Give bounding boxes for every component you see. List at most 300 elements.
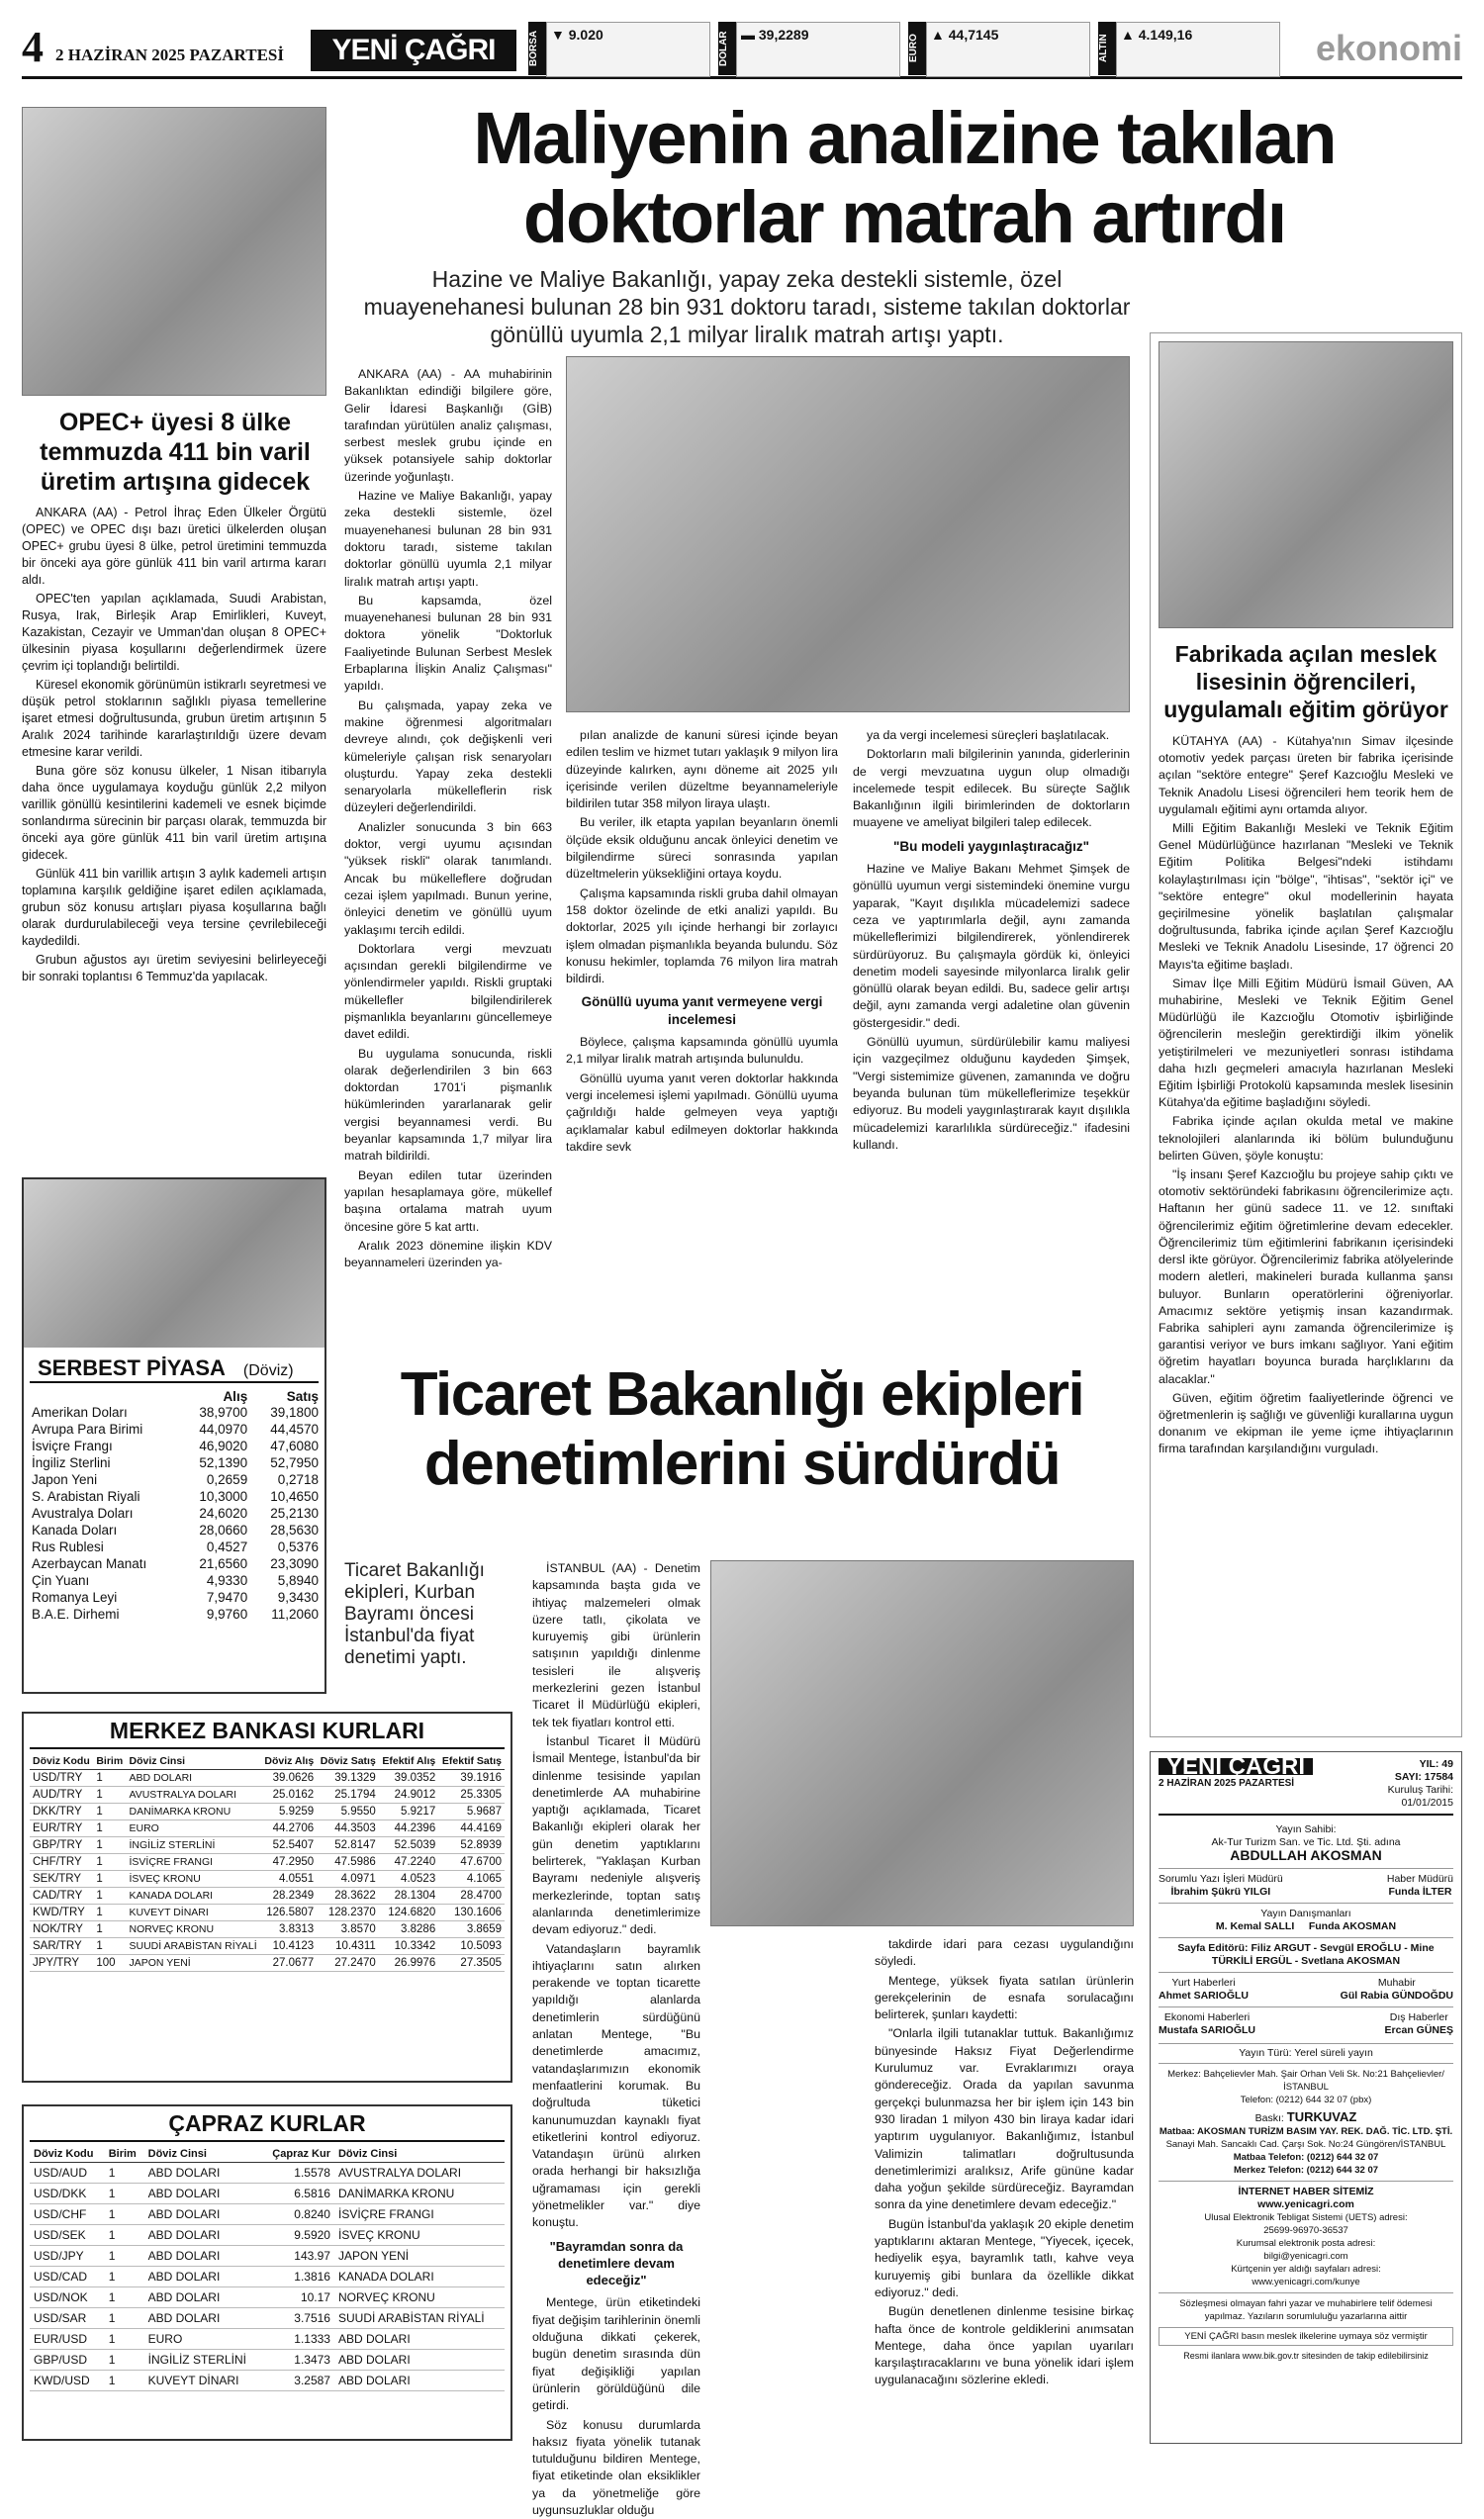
ticker-value: 39,2289	[758, 27, 809, 43]
col-header: Döviz Cinsi	[144, 2146, 262, 2163]
sell-rate: 25,2130	[270, 1506, 319, 1521]
col-header: Döviz Alış	[261, 1753, 317, 1770]
matbaa-adres: Sanayi Mah. Sancaklı Cad. Çarşı Sok. No:24 Güngören/İSTANBUL	[1165, 2139, 1446, 2150]
paragraph: Gönüllü uyuma yanıt veren doktorlar hakkında vergi incelemesi işlemi yapılmadı. Gönüllü uyuma çağrıldığı halde gelmeyen veya yaptığı açıklamalar kabul edilmeyen doktorlar hakkında takdire sevk	[566, 1071, 838, 1154]
table-cell: 1	[93, 1938, 126, 1955]
table-cell: 47.2950	[261, 1854, 317, 1871]
table-cell: ABD DOLARI	[334, 2371, 505, 2391]
table-cell: EURO	[126, 1820, 260, 1837]
table-cell: 25.0162	[261, 1787, 317, 1804]
table-cell: 1	[105, 2287, 144, 2308]
bik-site: Resmi ilanlara www.bik.gov.tr sitesinden de takip edilebilirsiniz	[1183, 2351, 1429, 2361]
table-cell: 47.6700	[438, 1854, 505, 1871]
capraz-kurlar-box	[22, 2104, 512, 2441]
table-cell: 1	[105, 2184, 144, 2204]
matbaa: Matbaa: AKOSMAN TURİZM BASIM YAY. REK. DAĞ. TİC. LTD. ŞTİ.	[1159, 2126, 1453, 2137]
masthead-logo: YENİ ÇAĞRI	[311, 30, 516, 71]
table-cell: USD/TRY	[30, 1770, 93, 1787]
staff-name: Ercan GÜNEŞ	[1384, 2024, 1453, 2036]
kunye-sayi: SAYI: 17584	[1394, 1771, 1453, 1783]
table-cell: KUVEYT DİNARI	[144, 2371, 262, 2391]
paragraph: takdirde idari para cezası uygulandığını söyledi.	[875, 1937, 1134, 1969]
ticker-arrow-icon: ▲	[931, 27, 945, 43]
table-cell: 1	[105, 2246, 144, 2267]
paragraph: pılan analizde de kanuni süresi içinde beyan edilen teslim ve hizmet tutarı yaklaşık 9 milyon lira düzeyinde kalırken, aynı döneme ait 2025 yılı içerisinde verilen düzeltme beyannameleriyle bildirilen tutar 358 milyon liraya ulaştı.	[566, 728, 838, 811]
table-cell: 130.1606	[438, 1905, 505, 1921]
inspection-photo	[710, 1560, 1134, 1926]
sell-rate: 10,4650	[270, 1489, 319, 1504]
table-cell: 1	[105, 2371, 144, 2391]
table-cell: 143.97	[261, 2246, 334, 2267]
paragraph: ANKARA (AA) - Petrol İhraç Eden Ülkeler Örgütü (OPEC) ve OPEC dışı bazı üretici ülkelerden oluşan OPEC+ grubu üyesi 8 ülke, petrol üretimini temmuzda bir önceki aya göre günlük 411 bin varil artırma kararı aldı.	[22, 506, 326, 587]
table-cell: USD/SAR	[30, 2308, 105, 2329]
table-cell: EUR/TRY	[30, 1820, 93, 1837]
table-cell: JAPON YENİ	[334, 2246, 505, 2267]
table-row	[30, 2308, 505, 2329]
kep-label: Kurumsal elektronik posta adresi:	[1236, 2238, 1376, 2249]
capraz-table	[30, 2146, 505, 2391]
table-cell: 1.1333	[261, 2329, 334, 2350]
table-row	[30, 2184, 505, 2204]
table-row	[32, 1421, 319, 1438]
staff-title: Sorumlu Yazı İşleri Müdürü	[1159, 1873, 1283, 1885]
currency-name: Amerikan Doları	[32, 1405, 128, 1420]
staff-title: Yayın Danışmanları	[1260, 1908, 1351, 1919]
ticker-arrow-icon: ▬	[741, 27, 755, 43]
table-row	[30, 2225, 505, 2246]
table-cell: ABD DOLARI	[144, 2163, 262, 2184]
paragraph: Aralık 2023 dönemine ilişkin KDV beyannameleri üzerinden ya-	[344, 1238, 552, 1270]
table-cell: 1	[93, 1820, 126, 1837]
owner-company: Ak-Tur Turizm San. ve Tic. Ltd. Şti. adına	[1211, 1836, 1401, 1848]
table-cell: 1	[105, 2225, 144, 2246]
maliye-col-1	[344, 366, 552, 1341]
table-cell: SUUDİ ARABİSTAN RİYALİ	[334, 2308, 505, 2329]
paragraph: Hazine ve Maliye Bakanı Mehmet Şimşek de gönüllü uyumun vergi sistemindeki önemine vurgu yaparak, "Kayıt dışılıkla mücadelemizi sadece ceza ve yaptırımlarla değil, aynı zamanda mükelleflerimizi bilgilendirerek, yönlendirerek sürdürüyoruz. Bu çalışmayla gördük ki, önleyici denetim modeli sayesinde milyonlarca liralık gelir gönüllü olarak beyan edildi. Bu, sadece gelir artışı değil, aynı zamanda vergi adaletine olan güvenin göstergesidir." dedi.	[853, 862, 1130, 1030]
ticker-value: 9.020	[568, 27, 603, 43]
table-row	[32, 1522, 319, 1539]
table-row	[32, 1454, 319, 1471]
table-cell: 10.17	[261, 2287, 334, 2308]
sell-rate: 52,7950	[270, 1455, 319, 1470]
kunye-kurulus-label: Kuruluş Tarihi:	[1387, 1784, 1453, 1796]
merkez-telefon: Telefon: (0212) 644 32 07 (pbx)	[1240, 2095, 1372, 2105]
subheading: Gönüllü uyuma yanıt vermeyene vergi incelemesi	[581, 994, 823, 1027]
section-label: ekonomi	[1315, 28, 1462, 68]
col-header: Döviz Satış	[317, 1753, 379, 1770]
table-cell: 39.1329	[317, 1770, 379, 1787]
table-cell: 1	[93, 1787, 126, 1804]
calculator-photo	[566, 356, 1130, 712]
table-row	[30, 1921, 505, 1938]
table-cell: 1.3473	[261, 2350, 334, 2371]
table-cell: EUR/USD	[30, 2329, 105, 2350]
table-cell: 1	[93, 1871, 126, 1888]
staff-title: Sayfa Editörü:	[1177, 1942, 1249, 1954]
sell-rate: 9,3430	[277, 1590, 319, 1605]
staff-name: M. Kemal SALLI Funda AKOSMAN	[1215, 1920, 1397, 1932]
table-cell: 39.1916	[438, 1770, 505, 1787]
table-cell: 3.2587	[261, 2371, 334, 2391]
paragraph: ya da vergi incelemesi süreçleri başlatılacak.	[867, 728, 1110, 742]
paragraph: İstanbul Ticaret İl Müdürü İsmail Mentege, İstanbul'da bir dinlenme tesisinde yapılan denetimlerde AA muhabirine yaptığı açıklamada, Ticaret Bakanlığı ekipleri olarak her gün denetim yaptıklarını belirterek, "Yaklaşan Kurban Bayramı nedeniyle alışveriş merkezlerinde, toptan satış alanlarında denetimlerimize devam ediyoruz." dedi.	[532, 1733, 700, 1937]
paragraph: OPEC'ten yapılan açıklamada, Suudi Arabistan, Rusya, Irak, Birleşik Arap Emirlikleri, Kuveyt, Kazakistan, Cezayir ve Umman'dan oluşan 8 OPEC+ ülkesinin piyasa koşullarını değerlendirmek üzere çevrim içi toplandığı belirtildi.	[22, 592, 326, 673]
buy-rate: 38,9700	[199, 1405, 248, 1420]
table-cell: USD/CAD	[30, 2267, 105, 2287]
table-cell: NORVEÇ KRONU	[126, 1921, 260, 1938]
table-cell: 6.5816	[261, 2184, 334, 2204]
buy-rate: 0,4527	[206, 1539, 248, 1554]
table-cell: 1	[93, 1888, 126, 1905]
table-cell: 39.0352	[379, 1770, 438, 1787]
ticker-value: 4.149,16	[1138, 27, 1193, 43]
table-cell: 44.4169	[438, 1820, 505, 1837]
paragraph: Mentege, ürün etiketindeki fiyat değişim tarihlerinin önemli olduğuna dikkati çekerek, bugün denetim sırasında dün fiyat değişikliği yapılan ürünlerin görüldüğünü dile getirdi.	[532, 2295, 700, 2413]
table-cell: USD/DKK	[30, 2184, 105, 2204]
table-cell: USD/NOK	[30, 2287, 105, 2308]
table-cell: 3.7516	[261, 2308, 334, 2329]
table-cell: ABD DOLARI	[144, 2267, 262, 2287]
disclaimer: Sözleşmesi olmayan fahri yazar ve muhabirlere telif ödemesi yapılmaz. Yazıların sorumluluğu yazarlarına aittir	[1159, 2292, 1453, 2323]
ticker-strip	[528, 22, 1280, 75]
table-cell: 3.8286	[379, 1921, 438, 1938]
buy-rate: 28,0660	[199, 1523, 248, 1538]
col-header: Birim	[105, 2146, 144, 2163]
table-cell: USD/SEK	[30, 2225, 105, 2246]
ticaret-lead: Ticaret Bakanlığı ekipleri, Kurban Bayramı öncesi İstanbul'da fiyat denetimi yaptı.	[344, 1560, 485, 1668]
paragraph: Milli Eğitim Bakanlığı Mesleki ve Teknik Eğitim Genel Müdürlüğünce hazırlanan "Mesleki ve Teknik Eğitim Politika Belgesi"ndeki istihdamı kolaylaştırılması için "bölge", "ihtisas", "sektör içi" ve "sektöre entegre" okul modellerinin hayata geçirilmesine yönelik başlatılan çalışmalar doğrultusunda, fabrika içinde açılan Şeref Kazcıoğlu Mesleki ve Teknik Anadolu Lisesinde, 17 öğrenci 20 Mayıs'ta eğitime başladı.	[1159, 821, 1453, 972]
students-photo	[1159, 341, 1453, 628]
sell-rate: 23,3090	[270, 1556, 319, 1571]
table-cell: 1	[105, 2204, 144, 2225]
table-row	[30, 2204, 505, 2225]
paragraph: "İş insanı Şeref Kazcıoğlu bu projeye sahip çıktı ve otomotiv sektöründeki fabrikasını öğrencilerimize açtı. Haftanın her günü sadece 11. ve 12. sınıftaki öğrencilerimiz eğitim öğretimlerine devam edecekler. Öğrencilerimiz tüm eğitimlerini fabrikanın içerisindeki dersl ikte görüyor. Öğrencilerimiz fabrika atölyelerinde modern aletleri, makineleri burada kullanma şansı buluyor. Bunların operatörlerini öğreniyorlar. Amacımız sektöre yetişmiş insan kazandırmak. Fabrika sahipleri aynı zamanda öğrencilerimize iş garantisi veriyor ve burs imkanı sağlıyor. Yani eğitim öğretim hayatları boyunca burada harçlıklarını da alacaklar."	[1159, 1167, 1453, 1386]
table-cell: 124.6820	[379, 1905, 438, 1921]
currency-name: İngiliz Sterlini	[32, 1455, 111, 1470]
currency-name: B.A.E. Dirhemi	[32, 1607, 120, 1622]
table-cell: AVUSTRALYA DOLARI	[126, 1787, 260, 1804]
table-cell: 52.8939	[438, 1837, 505, 1854]
col-header: Satış	[286, 1389, 319, 1404]
table-cell: 39.0626	[261, 1770, 317, 1787]
serbest-piyasa-subtitle: (Döviz)	[242, 1362, 294, 1379]
staff-title: Yurt Haberleri	[1171, 1977, 1236, 1989]
internet-link[interactable]: www.yenicagri.com	[1257, 2198, 1354, 2210]
table-cell: KANADA DOLARI	[126, 1888, 260, 1905]
table-row	[32, 1539, 319, 1555]
subheading: "Bayramdan sonra da denetimlere devam edeceğiz"	[549, 2238, 684, 2288]
table-cell: 28.4700	[438, 1888, 505, 1905]
table-cell: İSVİÇRE FRANGI	[126, 1854, 260, 1871]
opec-article	[22, 505, 326, 1148]
table-cell: USD/CHF	[30, 2204, 105, 2225]
table-cell: KUVEYT DİNARI	[126, 1905, 260, 1921]
ticker-euro	[908, 22, 1090, 75]
kep-link[interactable]: bilgi@yenicagri.com	[1263, 2251, 1348, 2262]
fabrika-title: Fabrikada açılan meslek lisesinin öğrencileri, uygulamalı eğitim görüyor	[1163, 641, 1448, 722]
maliye-col-2	[566, 727, 838, 1346]
table-cell: ABD DOLARI	[144, 2246, 262, 2267]
table-row	[32, 1555, 319, 1572]
page-number: 4	[22, 23, 44, 71]
kunye-yil: YIL: 49	[1419, 1758, 1453, 1770]
table-cell: 10.5093	[438, 1938, 505, 1955]
fabrika-article	[1150, 332, 1462, 1737]
paragraph: Analizler sonucunda 3 bin 663 doktor, vergi uyumu açısından "yüksek riskli" olarak tanımlandı. Ancak bu mükelleflere doğrudan cezai işlem yapılmadı. Bunun yerine, önleyici denetim ve gönüllü uyum yaklaşımı tercih edildi.	[344, 819, 552, 937]
table-cell: 4.0523	[379, 1871, 438, 1888]
table-cell: 47.5986	[317, 1854, 379, 1871]
table-row	[30, 2246, 505, 2267]
table-cell: 44.2396	[379, 1820, 438, 1837]
table-row	[32, 1438, 319, 1454]
table-row	[30, 1938, 505, 1955]
staff-name: Funda İLTER	[1388, 1886, 1452, 1898]
table-cell: ABD DOLARI	[144, 2204, 262, 2225]
currency-name: Avrupa Para Birimi	[32, 1422, 143, 1437]
table-row	[30, 2287, 505, 2308]
currency-name: Kanada Doları	[32, 1523, 118, 1538]
table-cell: 3.8570	[317, 1921, 379, 1938]
uets: 25699-96970-36537	[1263, 2225, 1348, 2236]
table-cell: 10.4123	[261, 1938, 317, 1955]
table-row	[30, 1888, 505, 1905]
table-cell: SAR/TRY	[30, 1938, 93, 1955]
table-cell: 1	[93, 1837, 126, 1854]
merkez-bankasi-box	[22, 1712, 512, 2083]
table-cell: 25.1794	[317, 1787, 379, 1804]
paragraph: Bu çalışmada, yapay zeka ve makine öğrenmesi algoritmaları devreye alındı, çok değişkenli veri kümeleriyle çalışan risk senaryoları oluşturdu. Yapay zeka destekli senaryolarla mükelleflerin risk düzeyleri değerlendirildi.	[344, 698, 552, 815]
table-cell: AVUSTRALYA DOLARI	[334, 2163, 505, 2184]
table-cell: KWD/TRY	[30, 1905, 93, 1921]
col-header: Döviz Cinsi	[126, 1753, 260, 1770]
table-cell: USD/AUD	[30, 2163, 105, 2184]
table-cell: 126.5807	[261, 1905, 317, 1921]
opec-title: OPEC+ üyesi 8 ülke temmuzda 411 bin varil üretim artışına gidecek	[40, 409, 311, 496]
col-header: Çapraz Kur	[261, 2146, 334, 2163]
fabrika-body	[1159, 733, 1453, 1624]
table-row	[30, 2350, 505, 2371]
paragraph: Vatandaşların bayramlık ihtiyaçlarını satın alırken perakende ve toptan ticarette yapıldığı alanlarda denetimlerin sürdüğünü anlatan Mentege, "Bu denetimlerde amacımız, vatandaşlarımızın ekonomik menfaatlerini korumak. Bu doğrultuda tüketici kanunumuzdan kaynaklı fiyat etiketlerini kontrol ediyoruz. Vatandaşın ürünü alırken orada herhangi bir haksızlığa uğramaması için gerekli yönetmelikler var." diye konuştu.	[532, 1941, 700, 2230]
buy-rate: 0,2659	[206, 1472, 248, 1487]
table-row	[32, 1471, 319, 1488]
table-cell: 1	[93, 1804, 126, 1820]
table-row	[30, 2267, 505, 2287]
table-cell: 1	[105, 2163, 144, 2184]
table-cell: 128.2370	[317, 1905, 379, 1921]
table-cell: 26.9976	[379, 1955, 438, 1972]
paragraph: Bu veriler, ilk etapta yapılan beyanların önemli ölçüde eksik olduğunu ancak önleyici denetim ve bilgilendirme süreci sonrasında yapılan düzeltmelerin yüksekliğini ortaya koydu.	[566, 815, 838, 882]
table-cell: 10.3342	[379, 1938, 438, 1955]
capraz-title: ÇAPRAZ KURLAR	[30, 2110, 505, 2142]
table-row	[30, 2371, 505, 2391]
paragraph: Doktorlara vergi mevzuatı açısından gerekli bilgilendirme ve yönlendirmeler yapıldı. Riskli gruptaki mükellefler bilgilendirilerek pişmanlıkla beyanlarını güncellemeye davet edildi.	[344, 941, 552, 1042]
table-cell: İNGİLİZ STERLİNİ	[126, 1837, 260, 1854]
paragraph: Çalışma kapsamında riskli gruba dahil olmayan 158 doktor özelinde de etki analizi yapıldı. Bu doktorlar, 2025 yılı içinde herhangi bir zorlayıcı işlem olmadan pişmanlıkla beyanda bulundu. Söz konusu hekimler, toplamda 76 milyon lira matrah bildirdi.	[566, 886, 838, 986]
table-cell: İSVİÇRE FRANGI	[334, 2204, 505, 2225]
ticker-borsa	[528, 22, 710, 75]
serbest-piyasa-box	[22, 1177, 326, 1694]
paragraph: Mentege, yüksek fiyata satılan ürünlerin gerekçelerinin de esnafa sorulacağını belirterek, şunları kaydetti:	[875, 1973, 1134, 2022]
currency-name: Japon Yeni	[32, 1472, 98, 1487]
buy-rate: 24,6020	[199, 1506, 248, 1521]
sell-rate: 28,5630	[270, 1523, 319, 1538]
table-row	[32, 1505, 319, 1522]
table-cell: İSVEÇ KRONU	[126, 1871, 260, 1888]
ticaret-col-2	[875, 1936, 1134, 2441]
sell-rate: 47,6080	[270, 1439, 319, 1453]
table-cell: 28.2349	[261, 1888, 317, 1905]
kunye-date: 2 HAZİRAN 2025 PAZARTESİ	[1159, 1778, 1295, 1789]
paragraph: Fabrika içinde açılan okulda metal ve makine teknolojileri alanlarında iki bölüm bulunduğunu belirten Güven, şöyle konuştu:	[1159, 1114, 1453, 1163]
paragraph: Söz konusu durumlarda haksız fiyata yönelik tutanak tutulduğunu bildiren Mentege, fiyat etiketinde olan eksiklikler ya da yönetmeliğe göre uygunsuzluklar olduğu	[532, 2417, 700, 2518]
page-date: 2 HAZİRAN 2025 PAZARTESİ	[55, 46, 284, 64]
table-row	[32, 1572, 319, 1589]
currency-name: Rus Rublesi	[32, 1539, 104, 1554]
paragraph: Gönüllü uyumun, sürdürülebilir kamu maliyesi için vazgeçilmez olduğunu kaydeden Şimşek, "Vergi sistemimize güvenen, zamanında ve doğru beyanda bulunan tüm mükelleflerimize teşekkür ediyoruz. Bu modeli yaygınlaştırarak kayıt dışılıkla mücadelemizi kararlılıkla sürdüreceğiz." ifadesini kullandı.	[853, 1035, 1130, 1152]
table-cell: GBP/USD	[30, 2350, 105, 2371]
maliye-headline: Maliyenin analizine takılan doktorlar matrah artırdı	[473, 97, 1336, 258]
table-cell: KWD/USD	[30, 2371, 105, 2391]
table-cell: ABD DOLARI	[144, 2184, 262, 2204]
table-cell: 44.3503	[317, 1820, 379, 1837]
buy-rate: 44,0970	[199, 1422, 248, 1437]
table-cell: 1	[105, 2308, 144, 2329]
col-header: Alış	[223, 1389, 248, 1404]
col-header: Döviz Kodu	[30, 2146, 105, 2163]
table-cell: 1	[105, 2329, 144, 2350]
serbest-piyasa-table	[32, 1389, 319, 1623]
ticker-value: 44,7145	[948, 27, 999, 43]
ticker-arrow-icon: ▲	[1121, 27, 1135, 43]
yayin-turu: Yayın Türü: Yerel süreli yayın	[1159, 2043, 1453, 2064]
table-row	[30, 1871, 505, 1888]
ticaret-headline: Ticaret Bakanlığı ekipleri denetimlerini sürdürdü	[400, 1360, 1084, 1498]
table-cell: 27.0677	[261, 1955, 317, 1972]
table-row	[32, 1589, 319, 1606]
table-cell: ABD DOLARI	[144, 2287, 262, 2308]
staff-title: Muhabir	[1377, 1977, 1416, 1989]
table-cell: 4.0971	[317, 1871, 379, 1888]
table-cell: ABD DOLARI	[334, 2350, 505, 2371]
table-cell: 1	[93, 1854, 126, 1871]
staff-title: Dış Haberler	[1389, 2011, 1448, 2023]
internet-title: İNTERNET HABER SİTEMİZ	[1238, 2186, 1374, 2197]
table-cell: NORVEÇ KRONU	[334, 2287, 505, 2308]
merkez-title: MERKEZ BANKASI KURLARI	[30, 1718, 505, 1749]
paragraph: Bugün İstanbul'da yaklaşık 20 ekiple denetim yaptıklarını aktaran Mentege, "Yiyecek, içecek, hediyelik eşya, bayramlık tatlı, kahve veya kuruyemiş gibi bunlara da özellikle dikkat ediyoruz." dedi.	[875, 2216, 1134, 2299]
table-cell: 1.5578	[261, 2163, 334, 2184]
table-cell: USD/JPY	[30, 2246, 105, 2267]
subheading: "Bu modeli yaygınlaştıracağız"	[892, 838, 1090, 854]
paragraph: Grubun ağustos ayı üretim seviyesini belirleyeceği bir sonraki toplantısı 6 Temmuz'da yapılacak.	[22, 953, 326, 983]
sell-rate: 39,1800	[270, 1405, 319, 1420]
paragraph: KÜTAHYA (AA) - Kütahya'nın Simav ilçesinde otomotiv yedek parçası üreten bir fabrika içerisinde açılan "sektöre entegre" Şeref Kazcıoğlu Mesleki ve Teknik Anadolu Lisesi öğrencileri hem teorik hem de uygulamalı eğitimi aynı ortamda alıyor.	[1159, 734, 1453, 816]
table-row	[30, 2163, 505, 2184]
currency-name: Avustralya Doları	[32, 1506, 134, 1521]
oil-pump-photo	[22, 107, 326, 396]
paragraph: Doktorların mali bilgilerinin yanında, giderlerinin de vergi mevzuatına uygun olup olmadığı incelemede tespit edilecek. Bu süreçte Sağlık Bakanlığının ilgili birimlerinden de doktorların muayene ve ameliyat bilgileri talep edilecek.	[853, 747, 1130, 830]
table-cell: ABD DOLARI	[126, 1770, 260, 1787]
staff-title: Haber Müdürü	[1386, 1873, 1453, 1885]
table-cell: DANİMARKA KRONU	[334, 2184, 505, 2204]
buy-rate: 9,9760	[206, 1607, 248, 1622]
table-cell: 52.5039	[379, 1837, 438, 1854]
kunye-kurulus: 01/01/2015	[1401, 1797, 1453, 1809]
table-cell: 1.3816	[261, 2267, 334, 2287]
currency-name: İsviçre Frangı	[32, 1439, 113, 1453]
table-cell: 5.9217	[379, 1804, 438, 1820]
table-cell: 1	[105, 2267, 144, 2287]
table-cell: 4.0551	[261, 1871, 317, 1888]
table-cell: 1	[93, 1770, 126, 1787]
table-row	[32, 1404, 319, 1421]
ticker-altin	[1098, 22, 1280, 75]
table-cell: 5.9687	[438, 1804, 505, 1820]
table-cell: JPY/TRY	[30, 1955, 93, 1972]
ticker-dolar	[718, 22, 900, 75]
owner-label: Yayın Sahibi:	[1275, 1823, 1337, 1835]
table-cell: 1	[93, 1921, 126, 1938]
currency-name: Azerbaycan Manatı	[32, 1556, 147, 1571]
table-cell: DANİMARKA KRONU	[126, 1804, 260, 1820]
table-cell: 5.9259	[261, 1804, 317, 1820]
page-header	[22, 22, 1462, 79]
paragraph: Bu uygulama sonucunda, riskli olarak değerlendirilen 3 bin 663 doktordan 1701'i pişmanlık hükümlerinden yararlanarak gelir vergisi beyannamesi verdi. Bu beyanlar kapsamında 1,7 milyar lira matrah bildirildi.	[344, 1046, 552, 1164]
table-cell: ABD DOLARI	[144, 2225, 262, 2246]
paragraph: Hazine ve Maliye Bakanlığı, yapay zeka destekli sistemle, özel muayenehanesi bulunan 28 bin 931 doktoru taradı, sisteme takılan doktorlar gönüllü uyumla 2,1 milyar liralık matrah artışı yaptı.	[344, 489, 552, 589]
table-cell: 25.3305	[438, 1787, 505, 1804]
paragraph: İSTANBUL (AA) - Denetim kapsamında başta gıda ve ihtiyaç malzemeleri olmak üzere tatlı, çikolata ve kuruyemiş gibi ürünlerin satışının yapıldığı dinlenme tesisleri ile alışveriş merkezlerini gezen İstanbul Ticaret İl Müdürlüğü ekipleri, tek tek fiyatları kontrol etti.	[532, 1561, 700, 1729]
staff-name: Gül Rabia GÜNDOĞDU	[1340, 1990, 1453, 2002]
buy-rate: 7,9470	[206, 1590, 248, 1605]
col-header: Döviz Kodu	[30, 1753, 93, 1770]
table-row	[30, 1820, 505, 1837]
buy-rate: 52,1390	[199, 1455, 248, 1470]
table-cell: CAD/TRY	[30, 1888, 93, 1905]
table-cell: AUD/TRY	[30, 1787, 93, 1804]
table-cell: GBP/TRY	[30, 1837, 93, 1854]
table-row	[30, 1787, 505, 1804]
okur-link[interactable]: www.yenicagri.com/kunye	[1252, 2277, 1360, 2287]
col-header: Döviz Cinsi	[334, 2146, 505, 2163]
table-cell: 47.2240	[379, 1854, 438, 1871]
table-cell: 52.5407	[261, 1837, 317, 1854]
table-cell: 1	[105, 2350, 144, 2371]
staff-name: Filiz ARGUT - Sevgül EROĞLU - Mine TÜRKİLİ ERGÜL - Svetlana AKOSMAN	[1211, 1942, 1435, 1967]
table-row	[30, 1854, 505, 1871]
paragraph: Böylece, çalışma kapsamında gönüllü uyumla 2,1 milyar liralık matrah artışında bulunuldu.	[566, 1035, 838, 1067]
merkez-adres: Merkez: Bahçelievler Mah. Şair Orhan Veli Sk. No:21 Bahçelievler/İSTANBUL	[1167, 2069, 1444, 2093]
table-row	[30, 1837, 505, 1854]
table-cell: 27.3505	[438, 1955, 505, 1972]
merkez-table	[30, 1753, 505, 1972]
paragraph: ANKARA (AA) - AA muhabirinin Bakanlıktan edindiği bilgilere göre, Gelir İdaresi Başkanlığı (GİB) tarafından yürütülen analiz çalışması, serbest meslek grubu içinde en yüksek potansiyele sahip doktorlar üzerinde yoğunlaştı.	[344, 367, 552, 484]
uets-label: Ulusal Elektronik Tebligat Sistemi (UETS) adresi:	[1204, 2212, 1408, 2223]
money-photo	[24, 1179, 325, 1348]
paragraph: Bu kapsamda, özel muayenehanesi bulunan 28 bin 931 doktora yönelik "Doktorluk Faaliyetinde Bulunan Serbest Meslek Erbaplarına İlişkin Analiz Çalışması" yapıldı.	[344, 593, 552, 694]
paragraph: Küresel ekonomik görünümün istikrarlı seyretmesi ve düşük petrol stoklarının sağlıklı piyasa temellerine işaret etmesi doğrultusunda, grubun üretim artışının 5 Aralık 2024 tarihinde kararlaştırıldığı üzere devam etmesine karar verildi.	[22, 678, 326, 759]
owner-name: ABDULLAH AKOSMAN	[1230, 1847, 1382, 1863]
table-cell: 27.2470	[317, 1955, 379, 1972]
staff-title: Ekonomi Haberleri	[1163, 2011, 1251, 2023]
paragraph: Beyan edilen tutar üzerinden yapılan hesaplamaya göre, mükellef başına ortalama matrah uyum öncesine göre 5 kat arttı.	[344, 1167, 552, 1234]
table-cell: 24.9012	[379, 1787, 438, 1804]
paragraph: Bugün denetlenen dinlenme tesisine birkaç hafta önce de kontrole geldiklerini anımsatan Mentege, daha önce yapılan uyarıları karşılaştıracaklarını ve buna yönelik idari işlem uygulanacağını sözlerine ekledi.	[875, 2304, 1134, 2387]
ticker-label: DOLAR	[718, 22, 736, 75]
table-cell: 4.1065	[438, 1871, 505, 1888]
table-cell: İSVEÇ KRONU	[334, 2225, 505, 2246]
staff-name: Ahmet SARIOĞLU	[1159, 1990, 1250, 2002]
